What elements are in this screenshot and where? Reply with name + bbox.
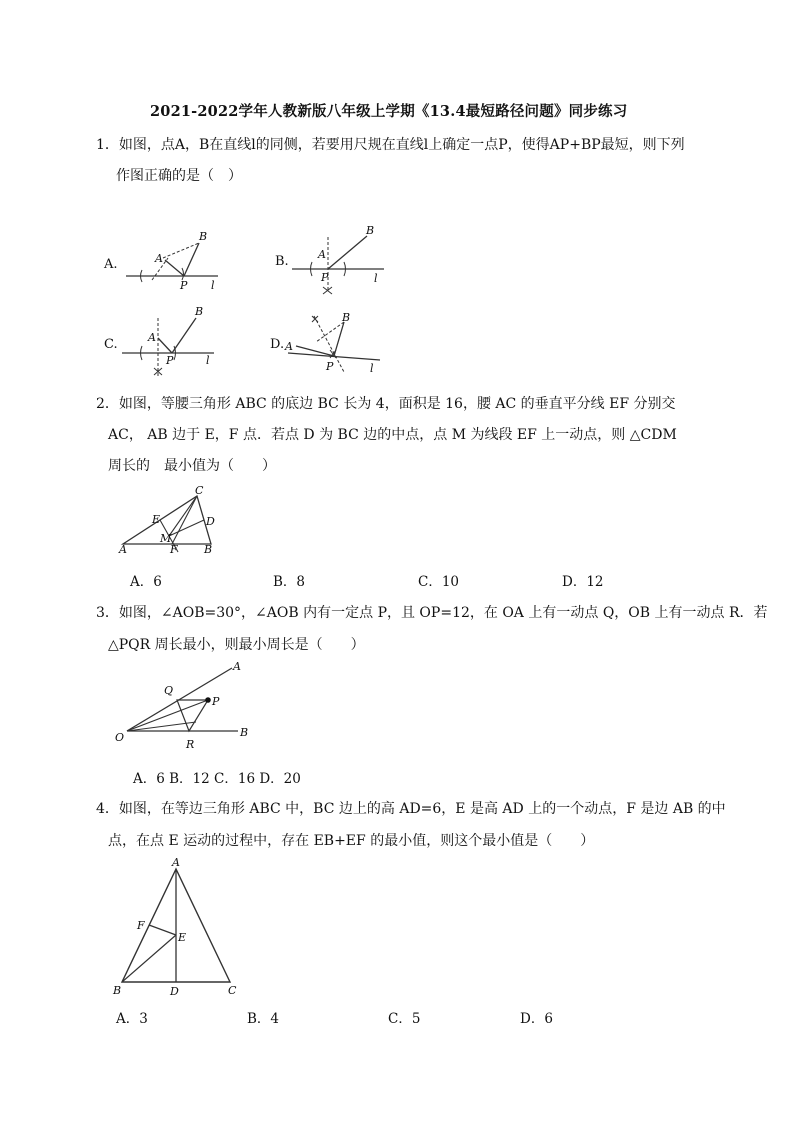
q2-label-m: M — [160, 532, 172, 545]
q4-segment-fe — [149, 925, 176, 935]
question-4-text-line1: 4．如图，在等边三角形 ABC 中，BC 边上的高 AD=6，E 是高 AD 上的一个动点，F 是边 AB 的中 — [96, 801, 726, 817]
q1a-label-a: A — [155, 252, 163, 265]
question-3-text-line2: △PQR 周长最小，则最小周长是（ ） — [108, 637, 365, 653]
q4-label-f: F — [137, 919, 145, 932]
q2-option-a: A．6 — [130, 574, 162, 590]
q4-label-e: E — [178, 931, 187, 944]
q1a-label-p: P — [180, 279, 188, 292]
q2-label-f: F — [170, 543, 178, 556]
q1c-label-b: B — [195, 305, 204, 318]
q2-option-b: B．8 — [273, 574, 306, 590]
question-4-text-line2: 点，在点 E 运动的过程中，存在 EB+EF 的最小值，则这个最小值是（ ） — [108, 833, 595, 849]
q1c-label-l: l — [206, 354, 210, 367]
q1d-label-p: P — [326, 360, 334, 373]
q1c-label-p: P — [166, 354, 174, 367]
q3-label-q: Q — [164, 684, 174, 697]
q4-option-b: B．4 — [247, 1011, 280, 1027]
q2-label-c: C — [195, 484, 204, 497]
q2-label-b: B — [204, 543, 213, 556]
question-2-text-line3: 周长的 最小值为（ ） — [108, 458, 276, 474]
q1-option-d-label: D. — [270, 337, 285, 352]
q1a-label-l: l — [211, 279, 215, 292]
q4-label-a: A — [172, 856, 180, 869]
q2-option-d: D．12 — [562, 574, 604, 590]
q1d-label-l: l — [370, 362, 374, 375]
q4-option-d: D．6 — [520, 1011, 553, 1027]
q2-label-e: E — [152, 513, 161, 526]
q2-label-a: A — [119, 543, 127, 556]
q3-label-p: P — [212, 695, 220, 708]
q1a-label-b: B — [199, 230, 208, 243]
q4-option-c: C．5 — [388, 1011, 421, 1027]
q1b-label-a: A — [318, 248, 326, 261]
question-3-text-line1: 3．如图，∠AOB=30°，∠AOB 内有一定点 P，且 OP=12，在 OA 上有一动点 Q，OB 上有一动点 R．若 — [96, 605, 768, 621]
q1b-label-p: P — [321, 271, 329, 284]
q3-label-r: R — [186, 738, 195, 751]
q1-option-a-label: A. — [104, 257, 118, 272]
question-2-text-line1: 2．如图，等腰三角形 ABC 的底边 BC 长为 4，面积是 16，腰 AC 的垂直平分线 EF 分别交 — [96, 396, 676, 412]
q2-option-c: C．10 — [418, 574, 460, 590]
q4-label-c: C — [228, 984, 237, 997]
q4-label-d: D — [170, 985, 179, 998]
q3-options: A．6 B．12 C．16 D．20 — [133, 771, 301, 787]
q1c-label-a: A — [148, 331, 156, 344]
q1-option-c-label: C. — [104, 337, 118, 352]
q1b-label-l: l — [374, 272, 378, 285]
q3-label-o: O — [115, 731, 125, 744]
q1d-label-a: A — [285, 340, 293, 353]
question-1-text-line2: 作图正确的是（ ） — [116, 168, 242, 184]
q3-label-b: B — [240, 726, 249, 739]
q4-option-a: A．3 — [116, 1011, 148, 1027]
q1b-label-b: B — [366, 224, 375, 237]
question-2-text-line2: AC， AB 边于 E，F 点．若点 D 为 BC 边的中点，点 M 为线段 EF 上一动点，则 △CDM — [108, 427, 677, 443]
q2-label-d: D — [206, 515, 215, 528]
question-1-text-line1: 1．如图，点A，B在直线l的同侧，若要用尺规在直线l上确定一点P，使得AP+BP最短，则下列 — [96, 137, 685, 153]
q4-label-b: B — [113, 984, 122, 997]
page-title: 2021-2022学年人教新版八年级上学期《13.4最短路径问题》同步练习 — [150, 103, 628, 120]
q3-label-a: A — [233, 660, 241, 673]
q1d-label-b: B — [342, 311, 351, 324]
q4-segment-be — [122, 935, 176, 982]
q1-option-b-label: B. — [275, 254, 289, 269]
